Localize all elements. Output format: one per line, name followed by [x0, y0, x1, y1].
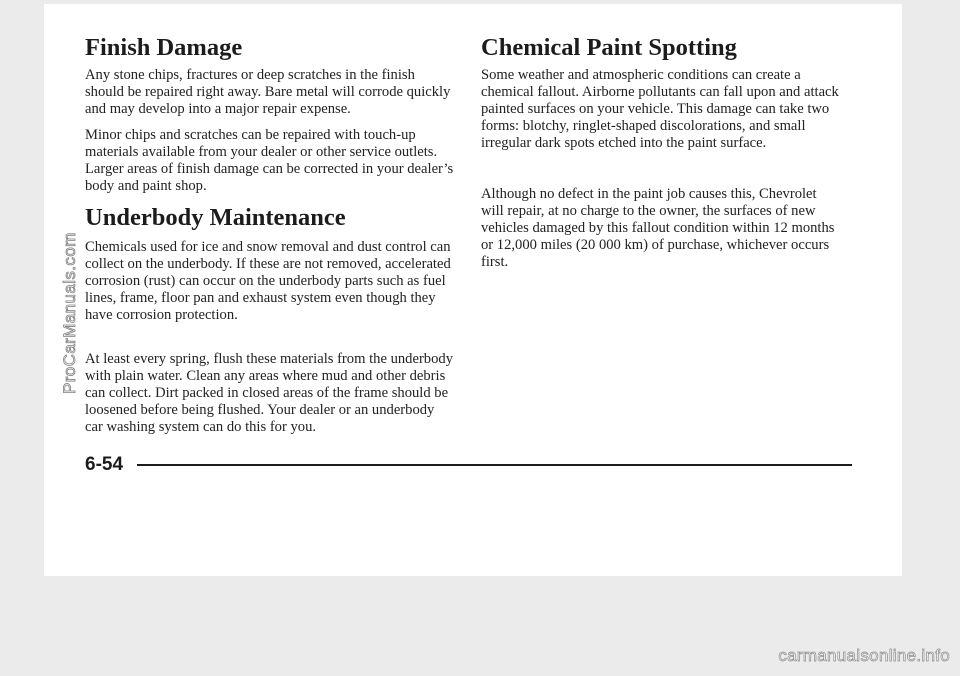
underbody-maintenance-heading: Underbody Maintenance — [85, 204, 346, 231]
manual-page — [44, 4, 902, 576]
underbody-paragraph-2: At least every spring, flush these materials from the underbody with plain water. Clean any areas where mud and other debris can collect. Dirt packed in closed areas of the frame should be loosened before being flushed. Your dealer or an underbody car washing system can do this for you. — [85, 351, 453, 435]
finish-damage-paragraph-2: Minor chips and scratches can be repaired with touch-up materials available from your dealer or other service outlets. Larger areas of finish damage can be corrected in your dealer’s body and paint shop. — [85, 127, 454, 194]
underbody-paragraph-1: Chemicals used for ice and snow removal and dust control can collect on the underbody. If these are not removed, accelerated corrosion (rust) can occur on the underbody parts such as fuel lines, frame, floor pan and exhaust system even though they have corrosion protection. — [85, 239, 451, 323]
finish-damage-paragraph-1: Any stone chips, fractures or deep scratches in the finish should be repaired right away. Bare metal will corrode quickly and may develop into a major repair expense. — [85, 67, 451, 117]
footer-rule — [137, 464, 852, 466]
side-watermark — [58, 8, 78, 394]
page-footer — [85, 452, 852, 478]
bottom-watermark: carmanualsonline.info — [778, 646, 950, 665]
chemical-paint-spotting-heading: Chemical Paint Spotting — [481, 34, 737, 61]
page-number: 6-54 — [85, 454, 124, 475]
side-watermark-text: ProCarManuals.com — [60, 232, 79, 394]
chemical-paragraph-2: Although no defect in the paint job causes this, Chevrolet will repair, at no charge to the owner, the surfaces of new vehicles damaged by this fallout condition within 12 months or 12,000 miles (20 000 km) of purchase, whichever occurs first. — [481, 186, 835, 270]
chemical-paragraph-1: Some weather and atmospheric conditions can create a chemical fallout. Airborne pollutants can fall upon and attack painted surfaces on your vehicle. This damage can take two forms: blotchy, ringlet-shaped discolorations, and small irregular dark spots etched into the paint surface. — [481, 67, 839, 151]
finish-damage-heading: Finish Damage — [85, 34, 243, 61]
